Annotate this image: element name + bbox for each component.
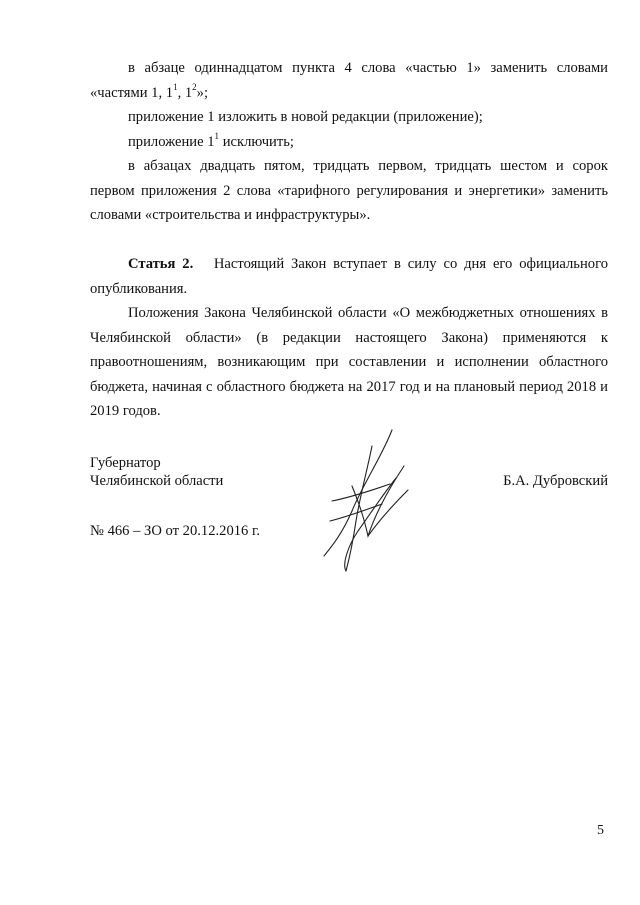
amendment-paragraph-2: приложение 1 изложить в новой редакции (приложение); <box>128 109 483 125</box>
amendment-1-text: »; <box>196 84 209 101</box>
article-2-heading: Статья 2. <box>128 256 194 272</box>
amendment-paragraph-3 <box>90 130 608 155</box>
law-number-date: № 466 – ЗО от 20.12.2016 г. <box>90 523 260 539</box>
governor-title <box>90 454 223 490</box>
article-2-text: Настоящий Закон вступает в силу со дня его официального опубликования. <box>90 256 608 297</box>
superscript: 2 <box>192 81 197 92</box>
amendment-paragraph-1 <box>90 56 608 105</box>
governor-title-line-2: Челябинской области <box>90 473 224 489</box>
page-number: 5 <box>597 823 604 838</box>
amendment-3-text: приложение 1 <box>128 134 215 150</box>
governor-name: Б.А. Дубровский <box>503 473 608 489</box>
handwritten-signature <box>312 426 432 576</box>
article-2-second-paragraph: Положения Закона Челябинской области «О межбюджетных отношениях в Челябинской области» (в редакции настоящего Закона) применяются к правоотношениям, возникающим при составлении и исполнении областного бюджета, начиная с областного бюджета на 2017 год и на плановый период 2018 и 2019 годов. <box>90 305 608 419</box>
superscript: 1 <box>173 81 178 92</box>
article-2-paragraph <box>90 252 608 301</box>
amendment-1-text: в абзаце одиннадцатом пункта 4 слова «частью 1» заменить словами «частями 1, 1 <box>90 60 608 101</box>
amendment-3-text: исключить; <box>219 134 294 150</box>
governor-title-line-1: Губернатор <box>90 455 161 471</box>
amendment-paragraph-4: в абзацах двадцать пятом, тридцать первом, тридцать шестом и сорок первом приложения 2 слова «тарифного регулирования и энергетики» заменить словами «строительства и инфраструктуры». <box>90 158 608 223</box>
superscript: 1 <box>214 131 220 142</box>
amendment-1-text: , 1 <box>177 84 193 101</box>
